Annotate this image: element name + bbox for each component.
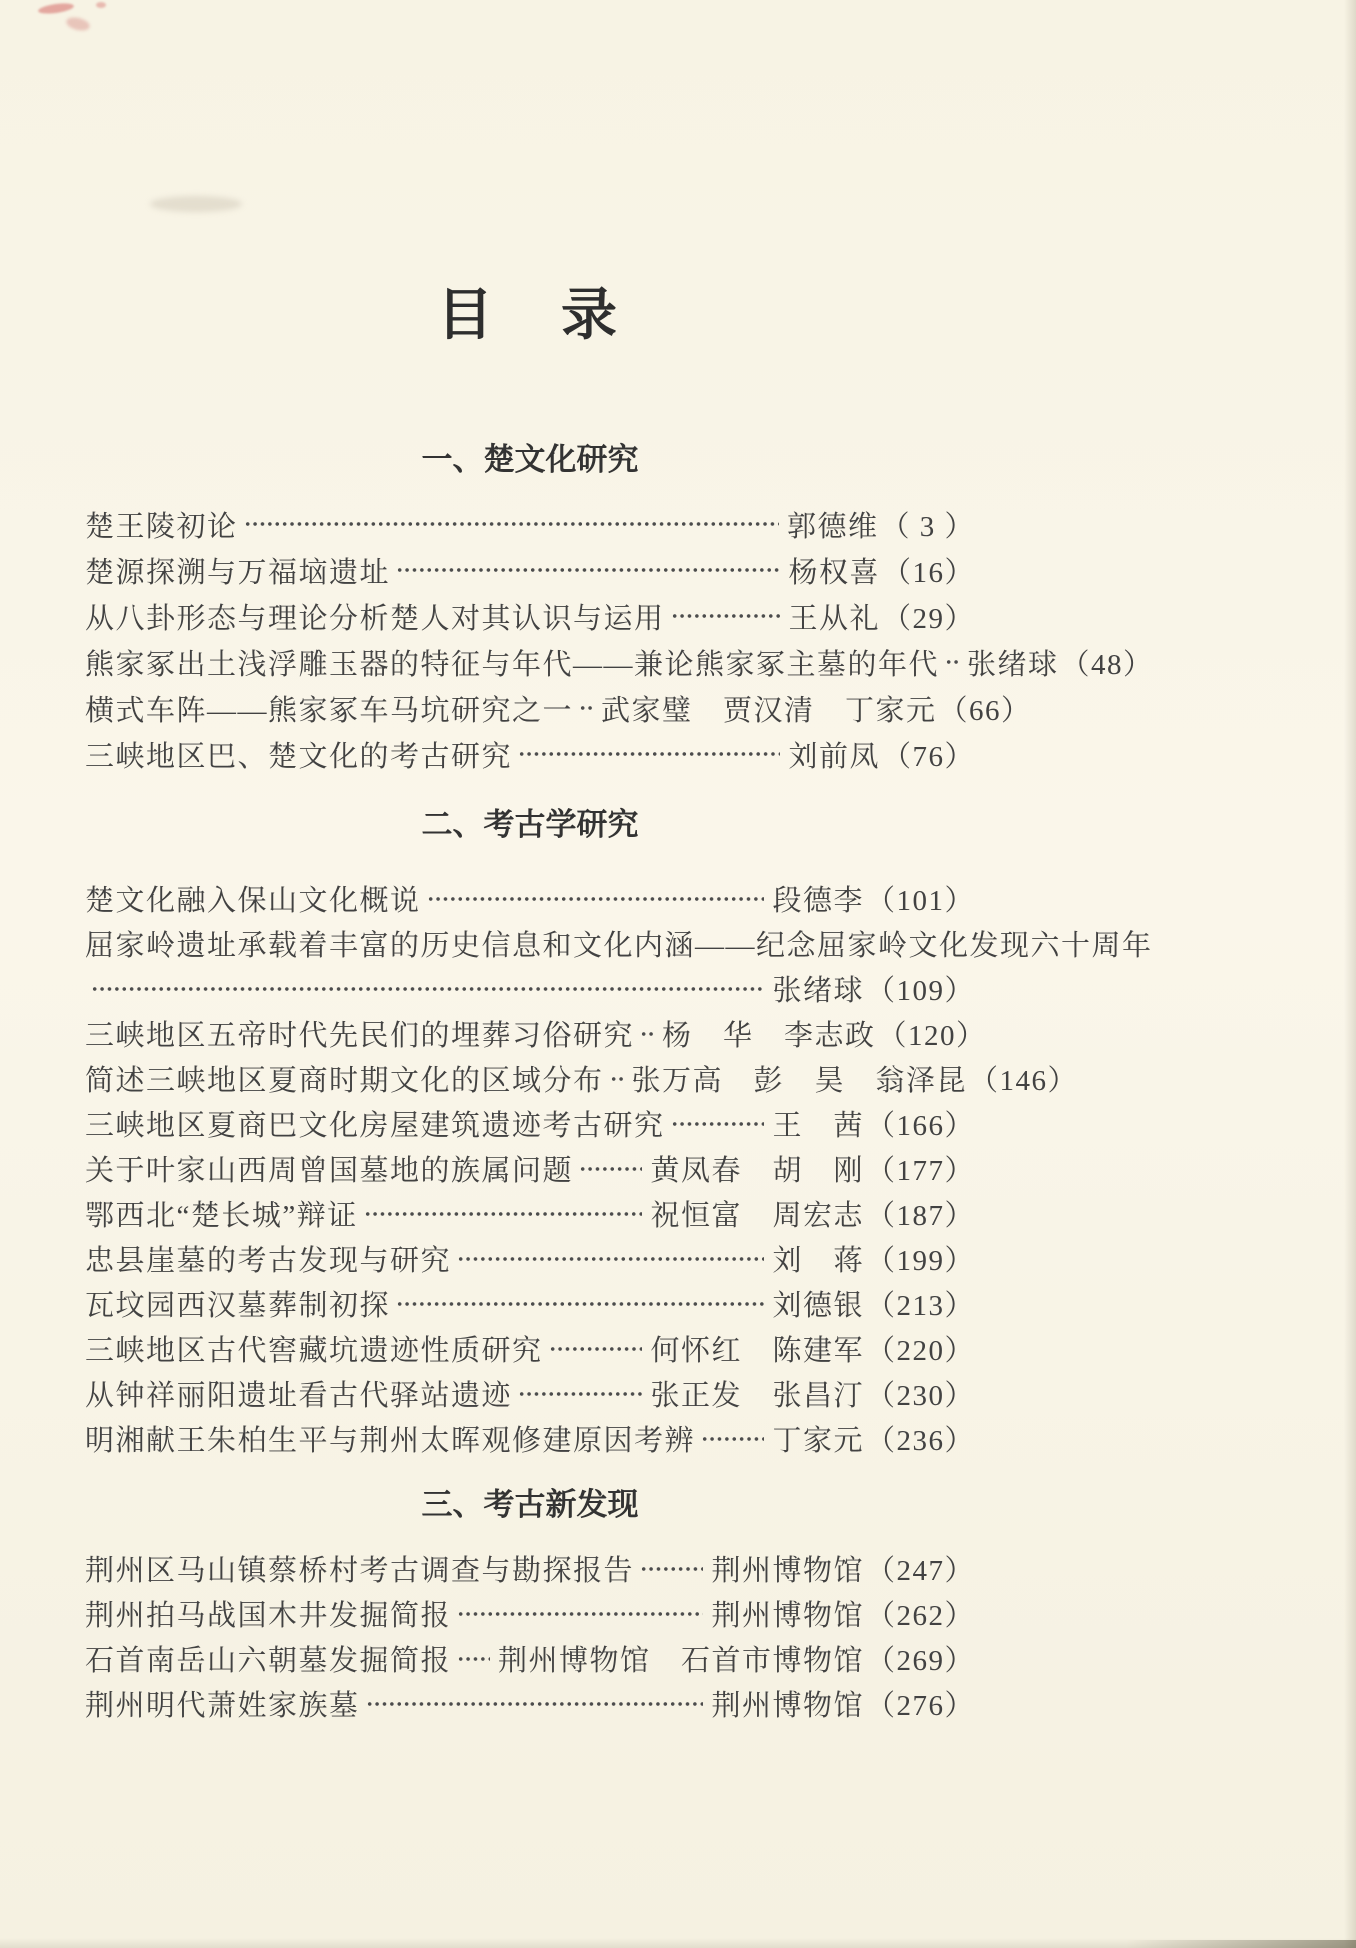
- section-heading-1: 一、楚文化研究: [421, 442, 639, 477]
- entry-title: 熊家冢出土浅浮雕玉器的特征与年代——兼论熊家冢主墓的年代: [85, 648, 940, 681]
- page-edge-shadow-bottom: [0, 1938, 1356, 1948]
- entry-title: 从八卦形态与理论分析楚人对其认识与运用: [85, 602, 665, 635]
- entry-title: 三峡地区古代窖藏坑遗迹性质研究: [85, 1335, 543, 1367]
- entry-page-number: （ 3 ）: [880, 510, 975, 543]
- dot-leader: [457, 1591, 703, 1636]
- dot-leader: [671, 1101, 765, 1146]
- dot-leader: [549, 1326, 643, 1371]
- entry-title: 瓦坟园西汉墓葬制初探: [85, 1290, 391, 1322]
- page-corner-shadow: [1126, 1940, 1356, 1948]
- entry-page-number: （187）: [865, 1200, 975, 1232]
- entry-page-number: （76）: [881, 740, 975, 773]
- entry-authors: 郭德维: [786, 510, 879, 543]
- entry-title: 明湘献王朱柏生平与荆州太晖观修建原因考辨: [85, 1425, 696, 1457]
- section-entries-1: [85, 501, 1154, 777]
- section-entries-3: [85, 1546, 975, 1726]
- entry-page-number: （29）: [881, 602, 975, 635]
- entry-page-number: （230）: [865, 1380, 975, 1412]
- toc-entry-row: [85, 685, 1032, 731]
- entry-page-number: （109）: [865, 975, 975, 1007]
- entry-authors: 王 茜: [772, 1110, 864, 1142]
- page-title: 目 录: [437, 285, 623, 347]
- dot-leader: [427, 876, 765, 921]
- entry-authors: 黄凤春 胡 刚: [650, 1155, 864, 1187]
- entry-authors: 荆州博物馆 石首市博物馆: [497, 1645, 864, 1677]
- entry-authors: 丁家元: [772, 1425, 864, 1457]
- entry-page-number: （120）: [877, 1020, 987, 1052]
- dot-leader: [640, 1011, 654, 1056]
- entry-authors: 武家璧 贾汉清 丁家元: [601, 694, 937, 727]
- entry-authors: 张绪球: [967, 648, 1059, 681]
- section-entries-2: [85, 876, 1153, 1461]
- entry-title: 楚文化融入保山文化概说: [85, 885, 421, 917]
- text-block: [85, 0, 1154, 1726]
- entry-title: 三峡地区五帝时代先民们的埋葬习俗研究: [85, 1020, 635, 1052]
- toc-entry-row: [85, 547, 975, 593]
- entry-authors: 段德李: [772, 885, 864, 917]
- entry-authors: 王从礼: [788, 602, 880, 635]
- toc-entry-row: [85, 1101, 975, 1146]
- entry-title: 荆州拍马战国木井发掘简报: [85, 1600, 452, 1632]
- entry-authors: 祝恒富 周宏志: [650, 1200, 864, 1232]
- entry-page-number: （101）: [865, 885, 975, 917]
- entry-title: 屈家岭遗址承载着丰富的历史信息和文化内涵——纪念屈家岭文化发现六十周年: [85, 930, 1153, 962]
- entry-page-number: （66）: [938, 694, 1032, 727]
- entry-page-number: （146）: [969, 1065, 1079, 1097]
- dot-leader: [518, 731, 780, 777]
- entry-authors: 杨权喜: [788, 556, 880, 589]
- dot-leader: [579, 685, 593, 731]
- dot-leader: [640, 1546, 703, 1591]
- toc-entry-row: [85, 1281, 975, 1326]
- entry-title: 从钟祥丽阳遗址看古代驿站遗迹: [85, 1380, 513, 1412]
- entry-title: 楚源探溯与万福垴遗址: [85, 556, 391, 589]
- entry-title: 楚王陵初论: [85, 510, 238, 543]
- toc-entry-row: [85, 1371, 975, 1416]
- toc-entry-row: [85, 876, 975, 921]
- dot-leader: [671, 593, 781, 639]
- toc-entry-row: [85, 1636, 975, 1681]
- entry-title: 关于叶家山西周曾国墓地的族属问题: [85, 1155, 574, 1187]
- entry-page-number: （236）: [865, 1425, 975, 1457]
- entry-page-number: （247）: [865, 1555, 975, 1587]
- scan-red-mark: [38, 2, 75, 16]
- dot-leader: [396, 1281, 764, 1326]
- entry-page-number: （199）: [865, 1245, 975, 1277]
- entry-page-number: （166）: [865, 1110, 975, 1142]
- entry-page-number: （16）: [881, 556, 975, 589]
- toc-entry-row: [85, 1236, 975, 1281]
- toc-entry-row: [85, 1326, 975, 1371]
- toc-entry-row: [85, 501, 975, 547]
- dot-leader: [457, 1636, 490, 1681]
- toc-entry-row: [85, 966, 975, 1011]
- toc-entry-row: [85, 593, 975, 639]
- entry-title: 横式车阵——熊家冢车马坑研究之一: [85, 694, 574, 727]
- toc-entry-row: [85, 1056, 1079, 1101]
- entry-authors: 杨 华 李志政: [662, 1020, 876, 1052]
- entry-page-number: （220）: [865, 1335, 975, 1367]
- entry-title: 三峡地区巴、楚文化的考古研究: [85, 740, 513, 773]
- toc-entry-row: [85, 921, 1153, 966]
- entry-authors: 张万高 彭 昊 翁泽昆: [631, 1065, 968, 1097]
- toc-entry-row: [85, 1681, 975, 1726]
- entry-title: 荆州明代萧姓家族墓: [85, 1690, 360, 1722]
- entry-authors: 荆州博物馆: [711, 1555, 864, 1587]
- entry-authors: 刘德银: [772, 1290, 864, 1322]
- toc-entry-row: [85, 639, 1154, 685]
- entry-authors: 刘 蒋: [772, 1245, 864, 1277]
- toc-entry-row: [85, 1591, 975, 1636]
- entry-page-number: （269）: [865, 1645, 975, 1677]
- dot-leader: [396, 547, 780, 593]
- dot-leader: [366, 1681, 704, 1726]
- entry-page-number: （262）: [865, 1600, 975, 1632]
- dot-leader: [518, 1371, 642, 1416]
- toc-entry-row: [85, 1011, 987, 1056]
- dot-leader: [610, 1056, 624, 1101]
- entry-page-number: （213）: [865, 1290, 975, 1322]
- entry-authors: 刘前凤: [788, 740, 880, 773]
- entry-authors: 张绪球: [772, 975, 864, 1007]
- dot-leader: [244, 501, 779, 547]
- entry-title: 简述三峡地区夏商时期文化的区域分布: [85, 1065, 604, 1097]
- page-edge-shadow-right: [1344, 0, 1356, 1948]
- entry-page-number: （177）: [865, 1155, 975, 1187]
- dot-leader: [579, 1146, 642, 1191]
- dot-leader: [701, 1416, 764, 1461]
- entry-title: 三峡地区夏商巴文化房屋建筑遗迹考古研究: [85, 1110, 665, 1142]
- entry-title: 石首南岳山六朝墓发掘简报: [85, 1645, 452, 1677]
- entry-page-number: （48）: [1060, 648, 1154, 681]
- entry-title: 忠县崖墓的考古发现与研究: [85, 1245, 452, 1277]
- entry-authors: 何怀红 陈建军: [650, 1335, 864, 1367]
- toc-entry-row: [85, 1146, 975, 1191]
- toc-entry-row: [85, 731, 975, 777]
- dot-leader: [945, 639, 959, 685]
- entry-authors: 张正发 张昌汀: [650, 1380, 864, 1412]
- entry-authors: 荆州博物馆: [711, 1600, 864, 1632]
- dot-leader: [364, 1191, 643, 1236]
- toc-entry-row: [85, 1191, 975, 1236]
- entry-title: 荆州区马山镇蔡桥村考古调查与勘探报告: [85, 1555, 635, 1587]
- toc-entry-row: [85, 1546, 975, 1591]
- section-heading-3: 三、考古新发现: [421, 1487, 639, 1522]
- entry-authors: 荆州博物馆: [711, 1690, 864, 1722]
- entry-title: 鄂西北“楚长城”辩证: [85, 1200, 358, 1232]
- toc-entry-row: [85, 1416, 975, 1461]
- dot-leader: [91, 966, 764, 1011]
- section-heading-2: 二、考古学研究: [421, 807, 639, 842]
- entry-page-number: （276）: [865, 1690, 975, 1722]
- dot-leader: [457, 1236, 764, 1281]
